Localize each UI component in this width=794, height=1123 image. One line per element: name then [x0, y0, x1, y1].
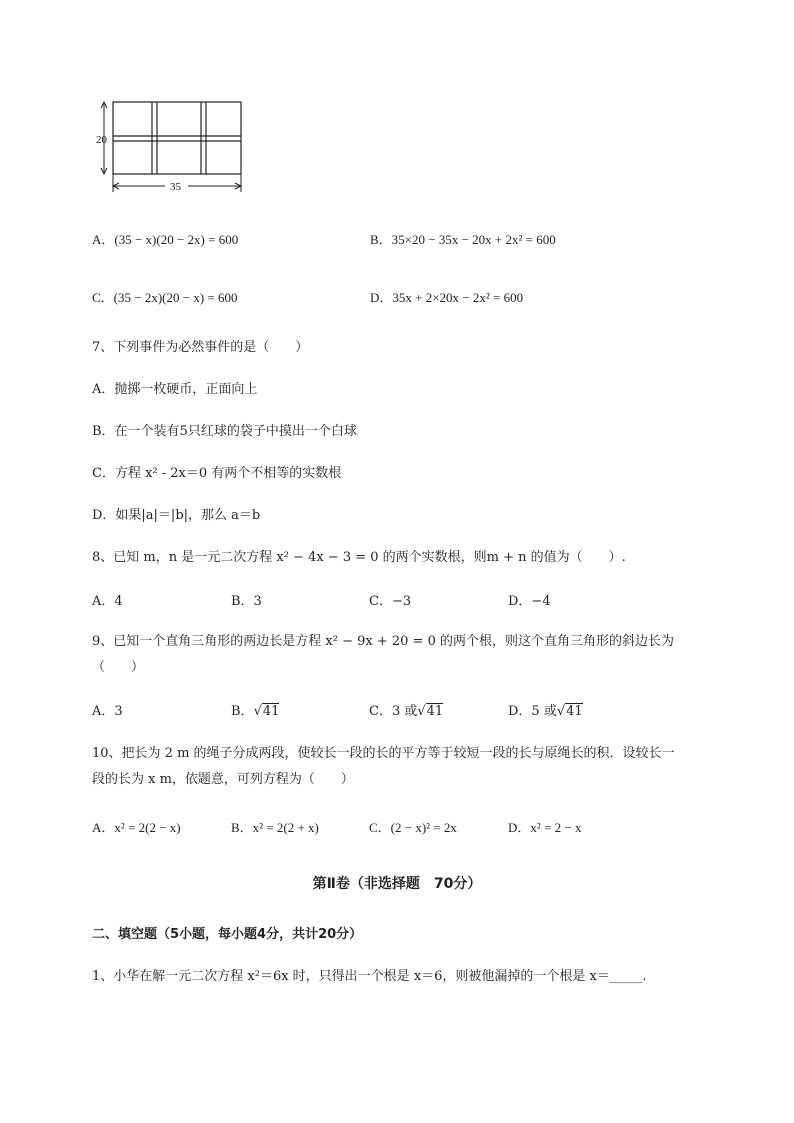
q10-option-a: A．x² = 2(2 − x) [92, 820, 181, 835]
q6-option-b: B．35×20 − 35x − 20x + 2x² = 600 [370, 232, 556, 247]
q8-option-c: C．−3 [369, 594, 412, 609]
q7-stem: 7、下列事件为必然事件的是（ ） [92, 340, 309, 355]
q9-option-c-prefix: C．3 或 [369, 704, 418, 719]
q8-option-a: A．4 [92, 594, 123, 609]
sqrt-sign: √ [417, 704, 426, 719]
q9-option-b-prefix: B． [231, 704, 254, 719]
q9-option-b [231, 700, 279, 719]
q9-stem-line2: （ ） [92, 660, 145, 675]
figure-rectangle [113, 102, 241, 174]
q6-option-c: C．(35 − 2x)(20 − x) = 600 [92, 290, 238, 305]
horizontal-road [113, 136, 241, 141]
q8-stem: 8、已知 m，n 是一元二次方程 x² − 4x − 3 = 0 的两个实数根，则m + n 的值为（ ）. [92, 550, 626, 565]
q9-stem-line1: 9、已知一个直角三角形的两边长是方程 x² − 9x + 20 = 0 的两个根，则这个直角三角形的斜边长为 [92, 634, 674, 649]
fill-q1: 1、小华在解一元二次方程 x²＝6x 时，只得出一个根是 x＝6，则被他漏掉的一个根是 x＝_____. [92, 969, 647, 984]
q7-option-a: A．抛掷一枚硬币，正面向上 [92, 382, 258, 397]
q9-option-d-prefix: D．5 或 [508, 704, 557, 719]
width-label: 35 [170, 181, 181, 193]
sqrt-sign: √ [556, 704, 566, 719]
height-label: 20 [96, 134, 107, 146]
q10-option-b: B．x² = 2(2 + x) [231, 820, 319, 835]
part2-title: 第Ⅱ卷（非选择题 70分） [312, 876, 482, 892]
q10-stem-line2: 段的长为 x m，依题意，可列方程为（ ） [92, 772, 354, 787]
q9-option-d [508, 700, 583, 719]
q10-stem-line1: 10、把长为 2 m 的绳子分成两段，使较长一段的长的平方等于较短一段的长与原绳长的积．设较长一 [92, 746, 675, 761]
q6-option-d: D．35x + 2×20x − 2x² = 600 [370, 290, 524, 305]
q8-option-b: B．3 [231, 594, 262, 609]
q7-option-c: C．方程 x² - 2x＝0 有两个不相等的实数根 [92, 466, 342, 481]
q7-option-d: D．如果|a|＝|b|，那么 a＝b [92, 508, 261, 523]
q7-option-b: B．在一个装有5只红球的袋子中摸出一个白球 [92, 424, 357, 439]
q9-option-b-radicand: 41 [262, 704, 280, 719]
q9-option-c-radicand: 41 [426, 704, 444, 719]
section-heading: 二、填空题（5小题，每小题4分，共计20分） [92, 927, 363, 942]
vertical-roads [152, 102, 206, 174]
q9-option-a: A．3 [92, 704, 123, 719]
q10-option-c: C．(2 − x)² = 2x [369, 820, 457, 835]
q9-option-c [369, 700, 443, 719]
sqrt-sign: √ [253, 704, 262, 719]
q8-option-d: D．−4 [508, 594, 551, 609]
q9-option-d-radicand: 41 [566, 704, 583, 719]
q6-option-a: A．(35 − x)(20 − 2x) = 600 [92, 232, 239, 247]
garden-figure [90, 96, 250, 196]
q10-option-d: D．x² = 2 − x [508, 820, 582, 835]
